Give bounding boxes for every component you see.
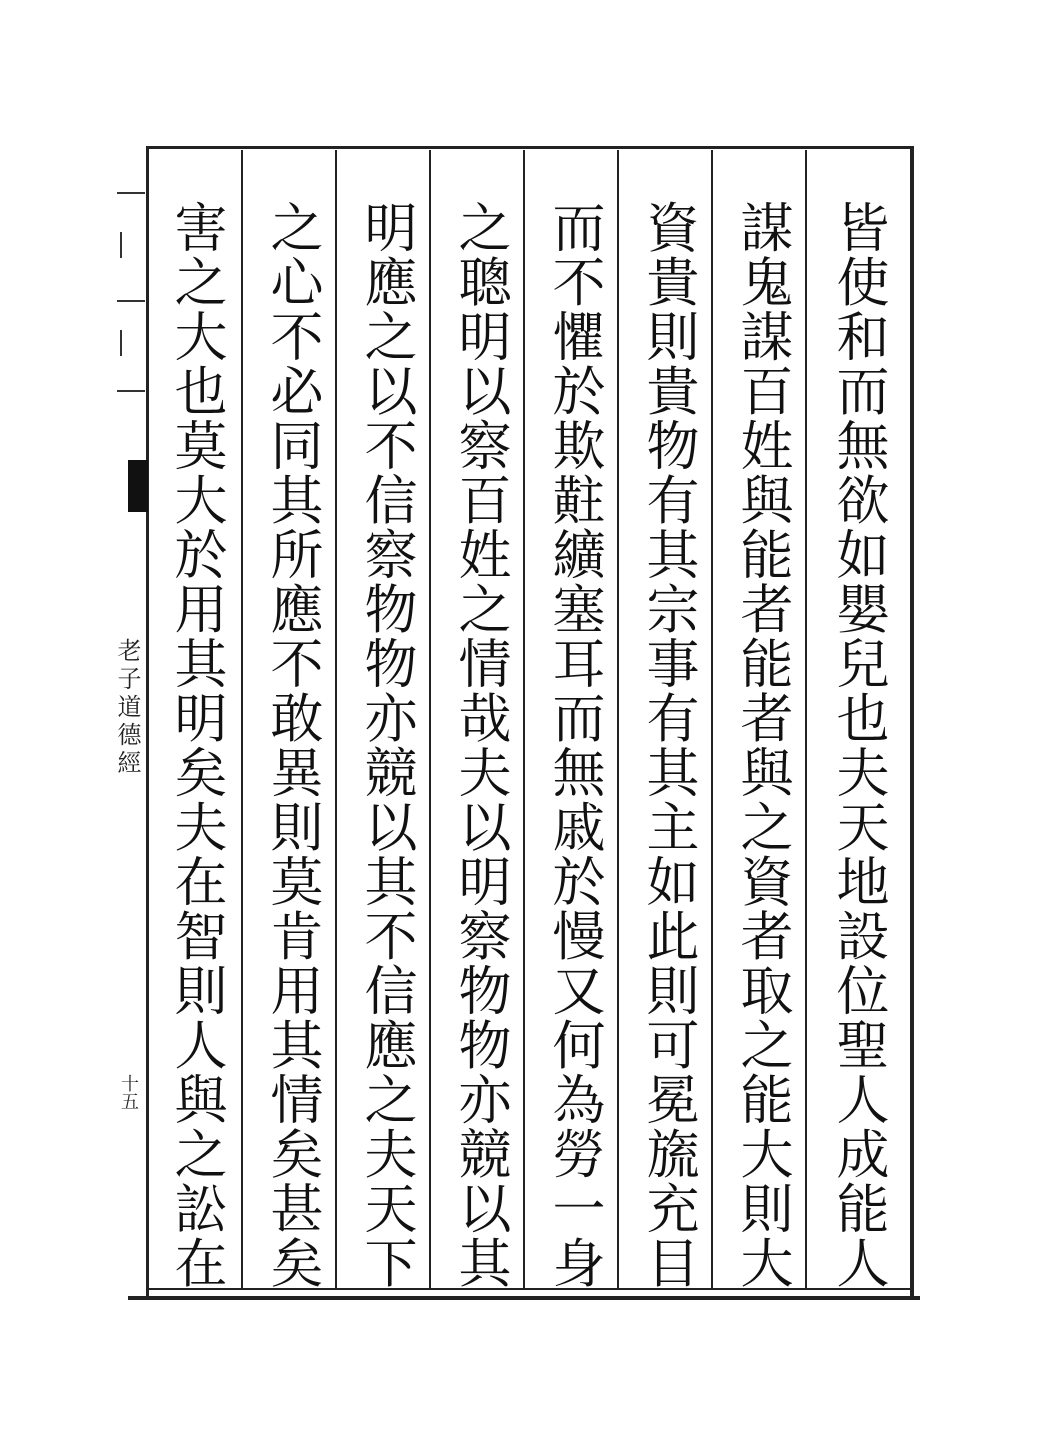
column-text: 資貴則貴物有其宗事有其主如此則可冕旒充目 <box>638 200 699 1290</box>
margin-fragment <box>117 390 145 392</box>
top-border <box>148 146 914 149</box>
margin-fragment <box>117 300 145 302</box>
text-column-8 <box>153 200 239 1290</box>
column-divider <box>523 150 525 1290</box>
margin-title: 老子道德經 <box>113 638 141 778</box>
column-divider <box>711 150 713 1290</box>
fish-tail-mark <box>128 460 148 512</box>
column-text: 明應之以不信察物物亦競以其不信應之夫天下 <box>356 200 417 1290</box>
text-column-5 <box>437 200 523 1290</box>
text-column-1 <box>815 200 901 1290</box>
text-column-3 <box>625 200 711 1290</box>
margin-page-number: 十五 <box>118 1074 139 1110</box>
text-column-7 <box>249 200 335 1290</box>
column-divider <box>617 150 619 1290</box>
column-divider <box>335 150 337 1290</box>
text-column-2 <box>719 200 805 1290</box>
right-border <box>910 146 914 1296</box>
column-text: 之聰明以察百姓之情哉夫以明察物物亦競以其 <box>450 200 511 1290</box>
column-divider <box>805 150 807 1290</box>
margin-fragment <box>117 192 145 194</box>
bottom-border <box>128 1296 920 1300</box>
column-text: 害之大也莫大於用其明矣夫在智則人與之訟在 <box>166 200 227 1290</box>
text-column-4 <box>531 200 617 1290</box>
column-text: 之心不必同其所應不敢異則莫肯用其情矣甚矣 <box>262 200 323 1290</box>
column-text: 謀鬼謀百姓與能者能者與之資者取之能大則大 <box>732 200 793 1290</box>
column-divider <box>429 150 431 1290</box>
margin-fragment <box>120 232 122 258</box>
column-text: 而不懼於欺黈纊塞耳而無戚於慢又何為勞一身 <box>544 200 605 1290</box>
column-text: 皆使和而無欲如嬰兒也夫天地設位聖人成能人 <box>828 200 889 1290</box>
column-divider <box>241 150 243 1290</box>
column-divider <box>146 146 149 1296</box>
margin-fragment <box>120 330 122 356</box>
text-column-6 <box>343 200 429 1290</box>
